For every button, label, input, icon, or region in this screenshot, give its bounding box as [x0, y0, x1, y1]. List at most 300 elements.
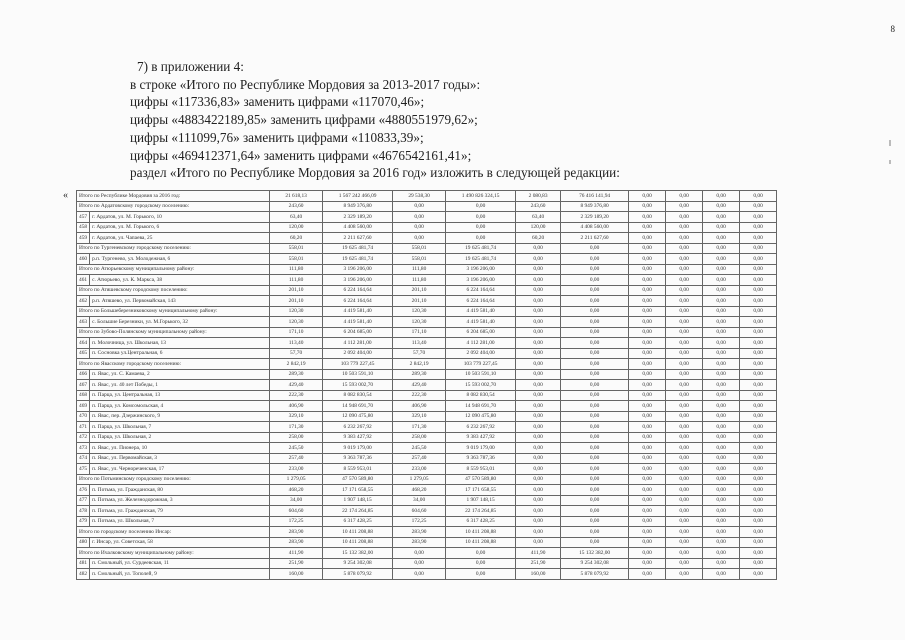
subtotal-row	[77, 359, 777, 370]
value-cell: 3 196 206,00	[446, 275, 516, 286]
value-cell: 0,00	[666, 233, 703, 244]
value-cell: 0,00	[740, 254, 777, 265]
value-cell: 0,00	[703, 474, 740, 485]
row-number: 475	[77, 464, 90, 475]
value-cell: 1 490 826 324,15	[446, 191, 516, 202]
table-row	[77, 369, 777, 380]
value-cell: 0,00	[703, 201, 740, 212]
value-cell: 0,00	[703, 264, 740, 275]
subtotal-row	[77, 474, 777, 485]
intro-line: цифры «4883422189,85» заменить цифрами «4880551979,62»;	[130, 112, 478, 128]
value-cell: 0,00	[666, 558, 703, 569]
value-cell: 47 570 589,80	[323, 474, 393, 485]
value-cell: 0,00	[561, 254, 629, 265]
value-cell: 15 132 382,00	[561, 548, 629, 559]
value-cell: 0,00	[666, 306, 703, 317]
value-cell: 19 625 481,74	[323, 243, 393, 254]
value-cell: 251,90	[270, 558, 323, 569]
value-cell: 0,00	[740, 191, 777, 202]
value-cell: 0,00	[740, 443, 777, 454]
value-cell: 0,00	[703, 359, 740, 370]
value-cell: 120,00	[270, 222, 323, 233]
table-row	[77, 390, 777, 401]
table-row	[77, 432, 777, 443]
value-cell: 2 080,83	[516, 191, 561, 202]
subtotal-label: Итого по Большеберезниковскому муниципальному району:	[77, 306, 270, 317]
value-cell: 289,30	[270, 369, 323, 380]
value-cell: 0,00	[740, 264, 777, 275]
value-cell: 113,40	[393, 338, 446, 349]
value-cell: 0,00	[516, 338, 561, 349]
value-cell: 0,00	[666, 359, 703, 370]
value-cell: 0,00	[666, 191, 703, 202]
table-row	[77, 537, 777, 548]
value-cell: 9 254 302,08	[561, 558, 629, 569]
value-cell: 283,90	[393, 537, 446, 548]
value-cell: 111,80	[270, 264, 323, 275]
value-cell: 0,00	[629, 201, 666, 212]
address-cell: п. Явас, ул. С. Камаева, 2	[90, 369, 270, 380]
value-cell: 283,90	[270, 527, 323, 538]
value-cell: 4 419 581,40	[446, 317, 516, 328]
value-cell: 47 570 589,80	[446, 474, 516, 485]
table-row	[77, 275, 777, 286]
value-cell: 0,00	[393, 569, 446, 580]
value-cell: 0,00	[629, 296, 666, 307]
subtotal-row	[77, 191, 777, 202]
row-number: 462	[77, 296, 90, 307]
value-cell: 0,00	[446, 222, 516, 233]
subtotal-label: Итого по городскому поселению Инсар:	[77, 527, 270, 538]
address-cell: п. Парца, ул. Школьная, 2	[90, 432, 270, 443]
value-cell: 0,00	[703, 296, 740, 307]
value-cell: 257,40	[270, 453, 323, 464]
subtotal-label: Итого по Республике Мордовия за 2016 год:	[77, 191, 270, 202]
value-cell: 0,00	[666, 569, 703, 580]
value-cell: 8 949 376,80	[323, 201, 393, 212]
value-cell: 1 279,05	[270, 474, 323, 485]
value-cell: 29 538,30	[393, 191, 446, 202]
value-cell: 0,00	[561, 243, 629, 254]
value-cell: 0,00	[629, 264, 666, 275]
value-cell: 0,00	[740, 338, 777, 349]
intro-line: 7) в приложении 4:	[137, 59, 244, 74]
value-cell: 0,00	[666, 527, 703, 538]
value-cell: 9 254 302,08	[323, 558, 393, 569]
value-cell: 0,00	[629, 380, 666, 391]
value-cell: 0,00	[666, 254, 703, 265]
value-cell: 0,00	[446, 201, 516, 212]
value-cell: 0,00	[740, 432, 777, 443]
value-cell: 0,00	[516, 506, 561, 517]
value-cell: 0,00	[740, 243, 777, 254]
row-number: 474	[77, 453, 90, 464]
value-cell: 1 907 148,15	[323, 495, 393, 506]
value-cell: 406,90	[393, 401, 446, 412]
value-cell: 0,00	[629, 390, 666, 401]
value-cell: 160,00	[516, 569, 561, 580]
value-cell: 0,00	[703, 212, 740, 223]
value-cell: 0,00	[561, 453, 629, 464]
value-cell: 0,00	[740, 222, 777, 233]
table-row	[77, 380, 777, 391]
row-number: 477	[77, 495, 90, 506]
value-cell: 10 503 591,10	[446, 369, 516, 380]
value-cell: 0,00	[629, 275, 666, 286]
value-cell: 0,00	[740, 527, 777, 538]
row-number: 479	[77, 516, 90, 527]
address-cell: п. Явас, пер. Дзержинского, 9	[90, 411, 270, 422]
value-cell: 0,00	[516, 390, 561, 401]
value-cell: 0,00	[629, 474, 666, 485]
value-cell: 4 419 581,40	[323, 317, 393, 328]
row-number: 478	[77, 506, 90, 517]
value-cell: 0,00	[740, 369, 777, 380]
value-cell: 0,00	[740, 201, 777, 212]
value-cell: 243,60	[516, 201, 561, 212]
appendix-table	[76, 190, 777, 580]
value-cell: 15 593 002,70	[323, 380, 393, 391]
value-cell: 0,00	[666, 432, 703, 443]
value-cell: 0,00	[516, 516, 561, 527]
value-cell: 0,00	[666, 464, 703, 475]
value-cell: 17 171 658,55	[446, 485, 516, 496]
intro-line: цифры «117336,83» заменить цифрами «117070,46»;	[130, 94, 425, 110]
value-cell: 57,70	[270, 348, 323, 359]
value-cell: 12 090 475,80	[446, 411, 516, 422]
value-cell: 0,00	[703, 422, 740, 433]
value-cell: 0,00	[666, 443, 703, 454]
value-cell: 406,90	[270, 401, 323, 412]
value-cell: 2 211 627,60	[561, 233, 629, 244]
value-cell: 0,00	[629, 369, 666, 380]
value-cell: 0,00	[666, 548, 703, 559]
value-cell: 0,00	[561, 306, 629, 317]
value-cell: 0,00	[629, 212, 666, 223]
value-cell: 0,00	[703, 222, 740, 233]
value-cell: 3 196 206,00	[446, 264, 516, 275]
value-cell: 0,00	[446, 569, 516, 580]
value-cell: 6 224 164,64	[323, 285, 393, 296]
value-cell: 160,00	[270, 569, 323, 580]
row-number: 460	[77, 254, 90, 265]
value-cell: 0,00	[516, 264, 561, 275]
value-cell: 63,40	[516, 212, 561, 223]
value-cell: 0,00	[629, 411, 666, 422]
amendment-text	[130, 58, 830, 182]
address-cell: п. Потьма, ул. Гражданская, 80	[90, 485, 270, 496]
row-number: 466	[77, 369, 90, 380]
value-cell: 0,00	[703, 401, 740, 412]
value-cell: 0,00	[666, 380, 703, 391]
address-cell: г. Ардатов, ул. М. Горького, 10	[90, 212, 270, 223]
value-cell: 60,20	[516, 233, 561, 244]
value-cell: 8 949 376,80	[561, 201, 629, 212]
value-cell: 0,00	[703, 338, 740, 349]
value-cell: 0,00	[666, 264, 703, 275]
row-number: 472	[77, 432, 90, 443]
table-row	[77, 338, 777, 349]
table-row	[77, 317, 777, 328]
value-cell: 0,00	[629, 359, 666, 370]
value-cell: 10 411 208,88	[446, 527, 516, 538]
subtotal-row	[77, 527, 777, 538]
value-cell: 0,00	[393, 233, 446, 244]
row-number: 470	[77, 411, 90, 422]
subtotal-row	[77, 264, 777, 275]
value-cell: 0,00	[516, 327, 561, 338]
value-cell: 0,00	[740, 348, 777, 359]
value-cell: 0,00	[561, 338, 629, 349]
value-cell: 2 092 404,00	[323, 348, 393, 359]
value-cell: 233,00	[393, 464, 446, 475]
subtotal-label: Итого по Атюрьевскому муниципальному району:	[77, 264, 270, 275]
value-cell: 0,00	[740, 317, 777, 328]
value-cell: 0,00	[516, 285, 561, 296]
value-cell: 3 196 206,00	[323, 275, 393, 286]
value-cell: 243,60	[270, 201, 323, 212]
value-cell: 2 329 189,20	[323, 212, 393, 223]
value-cell: 0,00	[740, 464, 777, 475]
value-cell: 0,00	[629, 422, 666, 433]
value-cell: 0,00	[740, 474, 777, 485]
table-row	[77, 222, 777, 233]
value-cell: 0,00	[561, 348, 629, 359]
value-cell: 0,00	[629, 327, 666, 338]
table-row	[77, 296, 777, 307]
value-cell: 0,00	[516, 485, 561, 496]
value-cell: 0,00	[703, 516, 740, 527]
value-cell: 289,30	[393, 369, 446, 380]
value-cell: 0,00	[703, 369, 740, 380]
subtotal-label: Итого по Явасскому городскому поселению:	[77, 359, 270, 370]
opening-quote: «	[63, 190, 68, 201]
value-cell: 4 419 581,40	[323, 306, 393, 317]
scan-artifact	[889, 160, 891, 164]
value-cell: 0,00	[740, 453, 777, 464]
value-cell: 0,00	[561, 422, 629, 433]
value-cell: 9 363 787,36	[323, 453, 393, 464]
subtotal-label: Итого по Потьминскому городскому поселению:	[77, 474, 270, 485]
value-cell: 57,70	[393, 348, 446, 359]
value-cell: 0,00	[629, 317, 666, 328]
value-cell: 0,00	[666, 243, 703, 254]
table-row	[77, 422, 777, 433]
value-cell: 4 419 581,40	[446, 306, 516, 317]
value-cell: 411,90	[270, 548, 323, 559]
value-cell: 0,00	[516, 527, 561, 538]
value-cell: 22 174 264,85	[323, 506, 393, 517]
value-cell: 0,00	[703, 233, 740, 244]
value-cell: 0,00	[629, 548, 666, 559]
value-cell: 0,00	[516, 254, 561, 265]
value-cell: 0,00	[629, 222, 666, 233]
address-cell: п. Парца, ул. Комсомольская, 4	[90, 401, 270, 412]
address-cell: р.п. Атяшево, ул. Первомайская, 143	[90, 296, 270, 307]
value-cell: 6 317 428,25	[446, 516, 516, 527]
value-cell: 0,00	[516, 243, 561, 254]
value-cell: 0,00	[740, 359, 777, 370]
row-number: 461	[77, 275, 90, 286]
value-cell: 172,25	[393, 516, 446, 527]
value-cell: 8 082 830,54	[446, 390, 516, 401]
value-cell: 171,10	[270, 327, 323, 338]
value-cell: 0,00	[629, 285, 666, 296]
table-row	[77, 558, 777, 569]
value-cell: 0,00	[393, 222, 446, 233]
value-cell: 120,30	[270, 306, 323, 317]
value-cell: 0,00	[561, 390, 629, 401]
value-cell: 0,00	[629, 338, 666, 349]
value-cell: 0,00	[516, 537, 561, 548]
value-cell: 8 559 953,01	[323, 464, 393, 475]
value-cell: 0,00	[393, 548, 446, 559]
value-cell: 6 204 685,00	[323, 327, 393, 338]
value-cell: 329,10	[393, 411, 446, 422]
value-cell: 329,10	[270, 411, 323, 422]
subtotal-row	[77, 548, 777, 559]
value-cell: 0,00	[666, 495, 703, 506]
value-cell: 14 948 691,70	[323, 401, 393, 412]
value-cell: 0,00	[629, 569, 666, 580]
value-cell: 0,00	[703, 453, 740, 464]
table-row	[77, 254, 777, 265]
row-number: 469	[77, 401, 90, 412]
row-number: 459	[77, 233, 90, 244]
value-cell: 0,00	[561, 537, 629, 548]
value-cell: 0,00	[561, 527, 629, 538]
row-number: 473	[77, 443, 90, 454]
value-cell: 0,00	[629, 453, 666, 464]
value-cell: 0,00	[703, 390, 740, 401]
value-cell: 14 948 691,70	[446, 401, 516, 412]
value-cell: 0,00	[666, 516, 703, 527]
page-number: 8	[890, 24, 895, 34]
value-cell: 0,00	[740, 401, 777, 412]
value-cell: 0,00	[629, 558, 666, 569]
value-cell: 0,00	[703, 432, 740, 443]
table-row	[77, 411, 777, 422]
value-cell: 0,00	[629, 464, 666, 475]
value-cell: 0,00	[393, 201, 446, 212]
value-cell: 0,00	[703, 527, 740, 538]
value-cell: 0,00	[516, 422, 561, 433]
row-number: 465	[77, 348, 90, 359]
value-cell: 0,00	[703, 306, 740, 317]
value-cell: 113,40	[270, 338, 323, 349]
value-cell: 0,00	[561, 506, 629, 517]
value-cell: 34,00	[393, 495, 446, 506]
value-cell: 0,00	[703, 495, 740, 506]
value-cell: 0,00	[516, 443, 561, 454]
value-cell: 10 411 208,88	[323, 537, 393, 548]
value-cell: 0,00	[703, 191, 740, 202]
value-cell: 0,00	[740, 548, 777, 559]
value-cell: 0,00	[703, 254, 740, 265]
value-cell: 0,00	[703, 506, 740, 517]
value-cell: 9 383 427,92	[323, 432, 393, 443]
value-cell: 0,00	[629, 506, 666, 517]
value-cell: 0,00	[516, 432, 561, 443]
value-cell: 201,10	[393, 296, 446, 307]
value-cell: 6 224 164,64	[446, 296, 516, 307]
value-cell: 0,00	[740, 306, 777, 317]
value-cell: 0,00	[703, 348, 740, 359]
address-cell: п. Парца, ул. Школьная, 7	[90, 422, 270, 433]
value-cell: 6 204 685,00	[446, 327, 516, 338]
value-cell: 468,20	[270, 485, 323, 496]
value-cell: 2 842,19	[393, 359, 446, 370]
value-cell: 0,00	[703, 548, 740, 559]
value-cell: 34,00	[270, 495, 323, 506]
value-cell: 257,40	[393, 453, 446, 464]
table-row	[77, 464, 777, 475]
value-cell: 0,00	[740, 516, 777, 527]
value-cell: 10 411 208,88	[446, 537, 516, 548]
value-cell: 258,00	[270, 432, 323, 443]
value-cell: 4 112 281,00	[446, 338, 516, 349]
value-cell: 0,00	[740, 390, 777, 401]
value-cell: 201,10	[393, 285, 446, 296]
value-cell: 0,00	[740, 411, 777, 422]
value-cell: 0,00	[740, 212, 777, 223]
address-cell: п. Парца, ул. Центральная, 13	[90, 390, 270, 401]
value-cell: 19 625 481,74	[446, 254, 516, 265]
subtotal-row	[77, 327, 777, 338]
address-cell: г. Ардатов, ул. Чапаева, 25	[90, 233, 270, 244]
value-cell: 0,00	[516, 317, 561, 328]
value-cell: 0,00	[666, 411, 703, 422]
value-cell: 0,00	[740, 380, 777, 391]
value-cell: 111,80	[270, 275, 323, 286]
value-cell: 0,00	[629, 233, 666, 244]
value-cell: 4 112 281,00	[323, 338, 393, 349]
value-cell: 0,00	[666, 285, 703, 296]
value-cell: 5 878 079,92	[561, 569, 629, 580]
value-cell: 0,00	[629, 495, 666, 506]
value-cell: 111,80	[393, 264, 446, 275]
value-cell: 76 416 141,94	[561, 191, 629, 202]
value-cell: 171,10	[393, 327, 446, 338]
value-cell: 0,00	[516, 464, 561, 475]
address-cell: п. Молочница, ул. Школьная, 13	[90, 338, 270, 349]
value-cell: 8 082 830,54	[323, 390, 393, 401]
value-cell: 0,00	[740, 558, 777, 569]
address-cell: п. Явас, ул. Первомайская, 3	[90, 453, 270, 464]
value-cell: 9 019 179,00	[446, 443, 516, 454]
table-row	[77, 453, 777, 464]
row-number: 464	[77, 338, 90, 349]
value-cell: 0,00	[740, 537, 777, 548]
value-cell: 258,00	[393, 432, 446, 443]
row-number: 458	[77, 222, 90, 233]
value-cell: 4 408 560,00	[323, 222, 393, 233]
value-cell: 429,40	[393, 380, 446, 391]
value-cell: 0,00	[561, 474, 629, 485]
table-row	[77, 233, 777, 244]
value-cell: 283,90	[393, 527, 446, 538]
value-cell: 201,10	[270, 296, 323, 307]
intro-line: цифры «111099,76» заменить цифрами «110833,39»;	[130, 129, 424, 145]
value-cell: 0,00	[666, 275, 703, 286]
value-cell: 604,60	[393, 506, 446, 517]
value-cell: 0,00	[703, 569, 740, 580]
value-cell: 22 174 264,85	[446, 506, 516, 517]
value-cell: 0,00	[561, 369, 629, 380]
value-cell: 0,00	[666, 453, 703, 464]
value-cell: 15 132 382,00	[323, 548, 393, 559]
value-cell: 6 224 164,64	[446, 285, 516, 296]
